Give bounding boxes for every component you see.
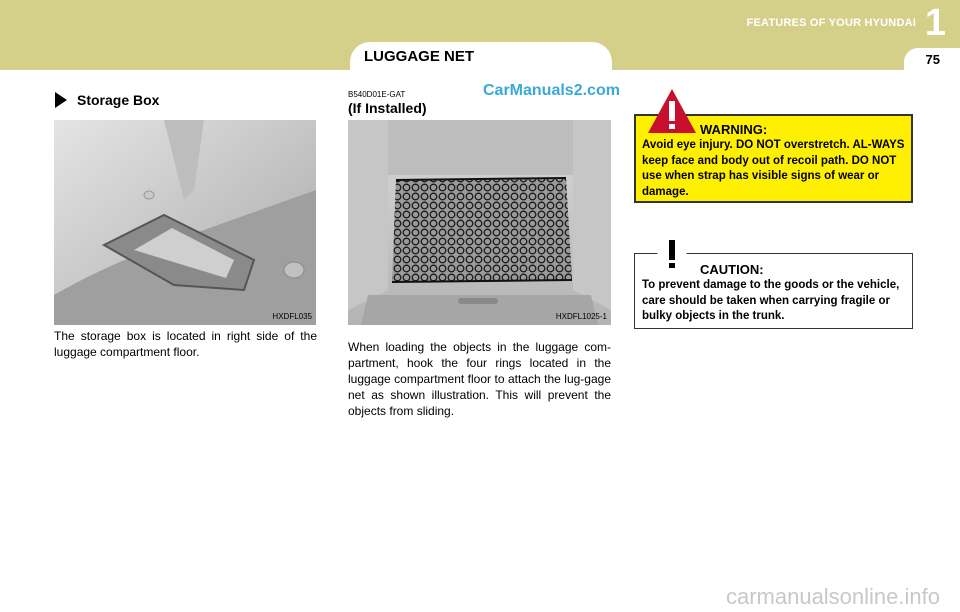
luggage-net-text: When loading the objects in the luggage com-partment, hook the four rings located in the luggage compartment floor to attach the lug-gage net as shown illustration. This will prevent the objects from sliding. [348, 340, 611, 418]
arrow-right-icon [55, 92, 67, 108]
section-code: B540D01E-GAT [348, 90, 406, 99]
page-number: 75 [925, 52, 940, 67]
watermark-bottom[interactable]: carmanualsonline.info [725, 584, 940, 609]
storage-box-photo [54, 120, 316, 325]
storage-box-photo-code: HXDFL035 [272, 312, 312, 321]
warning-triangle-icon [646, 87, 698, 139]
caution-title: CAUTION: [700, 262, 764, 277]
caution-triangle-icon [646, 226, 698, 278]
chapter-number: 1 [924, 2, 946, 44]
section-title: LUGGAGE NET [364, 48, 475, 65]
watermark-top[interactable]: CarManuals2.com [483, 82, 620, 99]
luggage-net-subtitle: (If Installed) [348, 100, 427, 116]
storage-box-heading-label: Storage Box [77, 92, 160, 108]
luggage-net-photo [348, 120, 611, 325]
chapter-label: FEATURES OF YOUR HYUNDAI [746, 17, 916, 29]
storage-box-heading [55, 92, 159, 108]
warning-text: Avoid eye injury. DO NOT overstretch. AL-WAYS keep face and body out of recoil path. DO NOT use when strap has visible signs of wear or damage. [642, 139, 905, 198]
warning-title: WARNING: [700, 122, 768, 137]
luggage-net-photo-code: HXDFL1025-1 [555, 312, 607, 321]
storage-box-text: The storage box is located in right side of the luggage compartment floor. [54, 329, 317, 359]
caution-text: To prevent damage to the goods or the vehicle, care should be taken when carrying fragile or bulky objects in the trunk. [642, 279, 900, 322]
